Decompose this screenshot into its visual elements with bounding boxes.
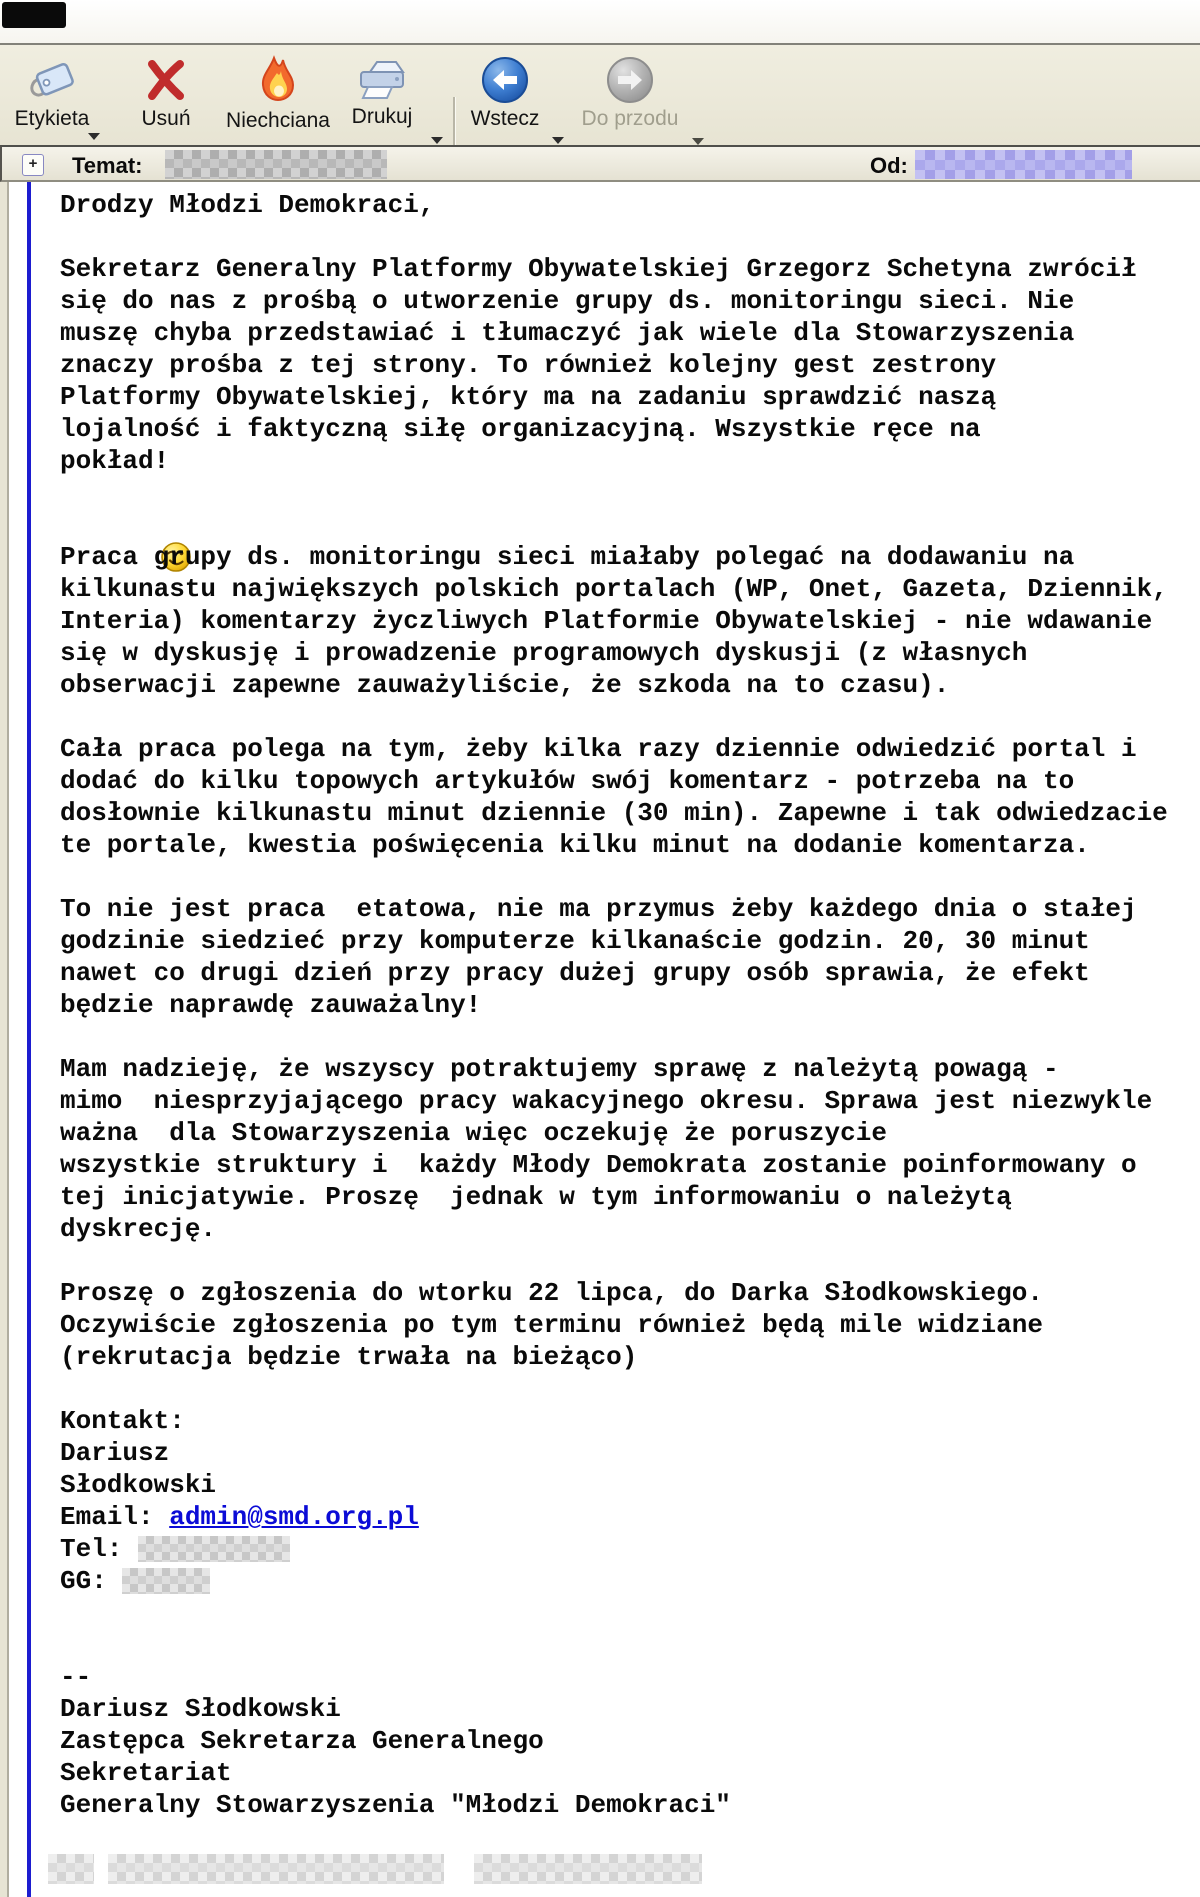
- body-line: [0, 1629, 1200, 1661]
- body-line: Zastępca Sekretarza Generalnego: [60, 1726, 544, 1756]
- redacted-signature-line: [474, 1854, 702, 1884]
- back-arrow-icon: [480, 55, 530, 105]
- body-line: dodać do kilku topowych artykułów swój komentarz - potrzeba na to: [60, 766, 1075, 796]
- redacted-value: [122, 1568, 210, 1594]
- body-line: [0, 477, 1200, 509]
- body-line: [0, 1373, 1200, 1405]
- mail-toolbar: [0, 45, 1200, 145]
- body-line: dosłownie kilkunastu minut dziennie (30 min). Zapewne i tak odwiedzacie: [60, 798, 1168, 828]
- chevron-down-icon[interactable]: [88, 133, 100, 140]
- tag-icon: [27, 55, 77, 105]
- label-button[interactable]: [4, 51, 100, 141]
- body-line: muszę chyba przedstawiać i tłumaczyć jak wiele dla Stowarzyszenia: [60, 318, 1075, 348]
- wink-smiley-icon: [97, 509, 129, 541]
- forward-button[interactable]: [578, 51, 682, 141]
- body-line: Generalny Stowarzyszenia "Młodzi Demokraci": [60, 1790, 731, 1820]
- body-line: [0, 1853, 1200, 1885]
- body-line: To nie jest praca etatowa, nie ma przymus żeby każdego dnia o stałej: [60, 894, 1137, 924]
- redacted-from-value: [915, 150, 1132, 179]
- body-line: Sekretarz Generalny Platformy Obywatelskiej Grzegorz Schetyna zwrócił: [60, 254, 1137, 284]
- body-line: pokład!: [60, 446, 170, 476]
- body-line: Proszę o zgłoszenia do wtorku 22 lipca, do Darka Słodkowskiego.: [60, 1278, 1043, 1308]
- redacted-signature-line: [48, 1854, 94, 1884]
- chevron-down-icon[interactable]: [692, 138, 704, 145]
- email-link[interactable]: admin@smd.org.pl: [169, 1502, 419, 1532]
- body-line: godzinie siedzieć przy komputerze kilkanaście godzin. 20, 30 minut: [60, 926, 1090, 956]
- window-top-strip: [0, 0, 1200, 45]
- body-line: [0, 701, 1200, 733]
- body-line: Słodkowski: [60, 1470, 217, 1500]
- body-line: te portale, kwestia poświęcenia kilku minut na dodanie komentarza.: [60, 830, 1090, 860]
- body-line: Dariusz Słodkowski: [60, 1694, 341, 1724]
- redacted-subject-value: [165, 150, 387, 179]
- body-line: Tel:: [0, 1533, 1200, 1565]
- subject-label: Temat:: [72, 153, 143, 178]
- delete-x-icon: [142, 55, 190, 105]
- body-line: --: [60, 1662, 92, 1692]
- body-line: [0, 1821, 1200, 1853]
- body-line: Sekretariat: [60, 1758, 232, 1788]
- body-line: Oczywiście zgłoszenia po tym terminu również będą mile widziane: [60, 1310, 1043, 1340]
- delete-button[interactable]: [124, 51, 208, 141]
- body-line: [0, 1021, 1200, 1053]
- body-line: Kontakt:: [60, 1406, 185, 1436]
- body-line: Cała praca polega na tym, żeby kilka razy dziennie odwiedzić portal i: [60, 734, 1137, 764]
- forward-arrow-icon: [605, 55, 655, 105]
- toolbar-button-label: Drukuj: [351, 105, 413, 128]
- body-line: Dariusz: [60, 1438, 170, 1468]
- body-line: [0, 861, 1200, 893]
- body-line: Email: admin@smd.org.pl: [60, 1502, 419, 1532]
- toolbar-button-label: Do przodu: [581, 107, 679, 130]
- body-line: Interia) komentarzy życzliwych Platformie Obywatelskiej - nie wdawanie: [60, 606, 1153, 636]
- body-line: [0, 509, 1200, 541]
- chevron-down-icon[interactable]: [552, 137, 564, 144]
- body-line: się w dyskusję i prowadzenie programowych dyskusji (z własnych: [60, 638, 1028, 668]
- print-button[interactable]: [344, 51, 420, 141]
- from-label: Od:: [870, 153, 908, 178]
- body-line: [0, 221, 1200, 253]
- toolbar-button-label: Usuń: [141, 107, 191, 130]
- body-line: ważna dla Stowarzyszenia więc oczekuję że poruszycie: [60, 1118, 887, 1148]
- toolbar-button-label: Etykieta: [14, 107, 90, 130]
- toolbar-button-label: Niechciana: [226, 109, 330, 132]
- body-line: wszystkie struktury i każdy Młody Demokrata zostanie poinformowany o: [60, 1150, 1137, 1180]
- back-button[interactable]: [462, 51, 548, 141]
- redacted-window-corner: [2, 2, 66, 28]
- junk-button[interactable]: [222, 51, 334, 141]
- body-line: będzie naprawdę zauważalny!: [60, 990, 482, 1020]
- printer-icon: [355, 55, 409, 103]
- toolbar-button-label: Wstecz: [470, 107, 540, 130]
- body-line: obserwacji zapewne zauważyliście, że szkoda na to czasu).: [60, 670, 950, 700]
- body-line: kilkunastu największych polskich portalach (WP, Onet, Gazeta, Dziennik,: [60, 574, 1168, 604]
- body-line: mimo niesprzyjającego pracy wakacyjnego okresu. Sprawa jest niezwykle: [60, 1086, 1153, 1116]
- body-line: tej inicjatywie. Proszę jednak w tym informowaniu o należytą: [60, 1182, 1012, 1212]
- body-line: nawet co drugi dzień przy pracy dużej grupy osób sprawia, że efekt: [60, 958, 1090, 988]
- message-header-bar: [0, 145, 1200, 182]
- body-line: lojalność i faktyczną siłę organizacyjną. Wszystkie ręce na: [60, 414, 981, 444]
- redacted-signature-line: [108, 1854, 444, 1884]
- body-line: znaczy prośba z tej strony. To również kolejny gest zestrony: [60, 350, 997, 380]
- chevron-down-icon[interactable]: [431, 137, 443, 144]
- body-line: się do nas z prośbą o utworzenie grupy ds. monitoringu sieci. Nie: [60, 286, 1075, 316]
- message-text: [0, 189, 1200, 1885]
- body-line: GG:: [0, 1565, 1200, 1597]
- body-line: (rekrutacja będzie trwała na bieżąco): [60, 1342, 638, 1372]
- body-line: Mam nadzieję, że wszyscy potraktujemy sprawę z należytą powagą -: [60, 1054, 1059, 1084]
- flame-icon: [256, 55, 300, 107]
- body-line: Drodzy Młodzi Demokraci,: [60, 190, 435, 220]
- body-line: Praca grupy ds. monitoringu sieci miałaby polegać na dodawaniu na: [60, 542, 1075, 572]
- body-line: [0, 1245, 1200, 1277]
- body-line: [0, 1597, 1200, 1629]
- message-body-pane: [0, 182, 1200, 1897]
- body-line: dyskrecję.: [60, 1214, 217, 1244]
- expand-headers-toggle[interactable]: +: [22, 154, 44, 176]
- body-line: Platformy Obywatelskiej, który ma na zadaniu sprawdzić naszą: [60, 382, 997, 412]
- redacted-value: [138, 1536, 290, 1562]
